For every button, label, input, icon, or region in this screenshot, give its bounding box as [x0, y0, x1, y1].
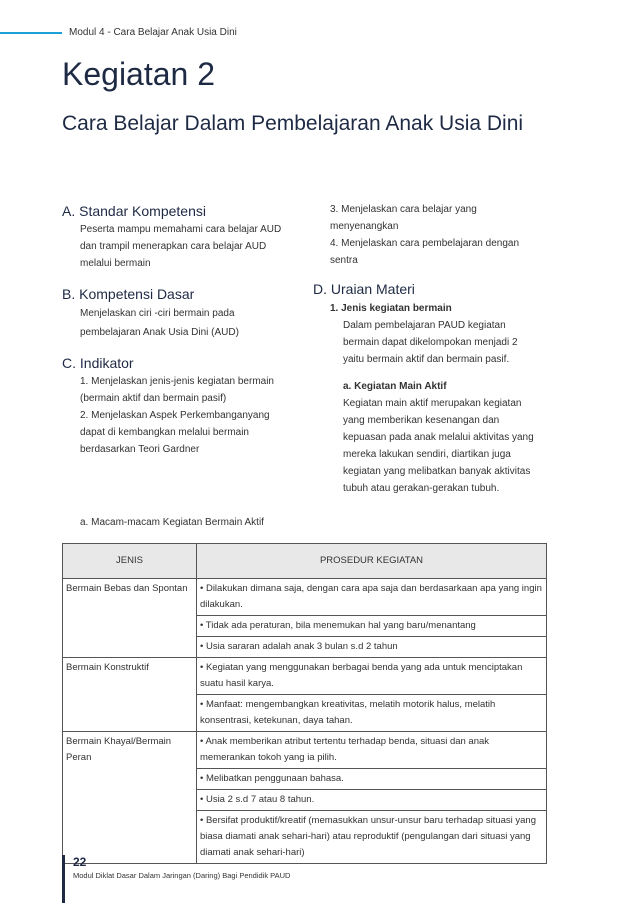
section-c-heading: C. Indikator: [62, 355, 134, 371]
text-line: melalui bermain: [80, 258, 151, 269]
table-row: [63, 579, 547, 616]
text-line: bermain dapat dikelompokan menjadi 2: [343, 337, 518, 348]
text-line: tubuh atau gerakan-gerakan tubuh.: [343, 483, 500, 494]
text-line: (bermain aktif dan bermain pasif): [80, 393, 227, 404]
item-1-body: [343, 317, 518, 368]
text-line: berdasarkan Teori Gardner: [80, 444, 200, 455]
jenis-cell: Bermain Khayal/Bermain Peran: [63, 732, 197, 864]
section-b-body: [80, 304, 239, 342]
procedure-cell: • Melibatkan penggunaan bahasa.: [197, 769, 547, 790]
page-title: Kegiatan 2: [62, 56, 216, 92]
text-line: yang memberikan kesenangan dan: [343, 415, 500, 426]
procedure-cell: • Usia 2 s.d 7 atau 8 tahun.: [197, 790, 547, 811]
text-line: Peserta mampu memahami cara belajar AUD: [80, 224, 282, 235]
text-line: pembelajaran Anak Usia Dini (AUD): [80, 327, 239, 338]
jenis-cell: Bermain Bebas dan Spontan: [63, 579, 197, 658]
text-line: 1. Menjelaskan jenis-jenis kegiatan bermain: [80, 376, 274, 387]
page-number: 22: [73, 855, 87, 869]
procedure-cell: • Manfaat: mengembangkan kreativitas, melatih motorik halus, melatih konsentrasi, ketekunan, daya tahan.: [197, 695, 547, 732]
text-line: 2. Menjelaskan Aspek Perkembanganyang: [80, 410, 270, 421]
indicator-continued: [330, 201, 519, 269]
text-line: kegiatan yang melibatkan banyak aktivitas: [343, 466, 531, 477]
text-line: yaitu bermain aktif dan bermain pasif.: [343, 354, 510, 365]
text-line: 3. Menjelaskan cara belajar yang: [330, 204, 477, 215]
table-row: [63, 732, 547, 769]
text-line: Menjelaskan ciri -ciri bermain pada: [80, 308, 235, 319]
section-c-body: [80, 373, 274, 458]
text-line: Kegiatan main aktif merupakan kegiatan: [343, 398, 522, 409]
activity-table: [62, 543, 547, 864]
table-row: [63, 658, 547, 695]
jenis-cell: Bermain Konstruktif: [63, 658, 197, 732]
column-header-jenis: JENIS: [63, 544, 197, 579]
text-line: sentra: [330, 255, 358, 266]
text-line: menyenangkan: [330, 221, 399, 232]
section-a-body: [80, 221, 281, 272]
text-line: dapat di kembangkan melalui bermain: [80, 427, 249, 438]
item-1-title: 1. Jenis kegiatan bermain: [330, 303, 452, 314]
sub-a-title: a. Kegiatan Main Aktif: [343, 381, 447, 392]
section-d-heading: D. Uraian Materi: [313, 281, 415, 297]
sub-a-body: [343, 395, 534, 497]
footer-accent-bar: [62, 855, 65, 903]
text-line: dan trampil menerapkan cara belajar AUD: [80, 241, 267, 252]
procedure-cell: • Kegiatan yang menggunakan berbagai benda yang ada untuk menciptakan suatu hasil karya.: [197, 658, 547, 695]
table-header-row: [63, 544, 547, 579]
header-accent-line: [0, 32, 62, 34]
text-line: kepuasan pada anak melalui aktivitas yang: [343, 432, 534, 443]
procedure-cell: • Usia sararan adalah anak 3 bulan s.d 2 tahun: [197, 637, 547, 658]
text-line: Dalam pembelajaran PAUD kegiatan: [343, 320, 506, 331]
procedure-cell: • Anak memberikan atribut tertentu terhadap benda, situasi dan anak memerankan tokoh yang ia pilih.: [197, 732, 547, 769]
section-a-heading: A. Standar Kompetensi: [62, 203, 206, 219]
procedure-cell: • Tidak ada peraturan, bila menemukan hal yang baru/menantang: [197, 616, 547, 637]
module-title: Modul 4 - Cara Belajar Anak Usia Dini: [69, 27, 237, 38]
procedure-cell: • Bersifat produktif/kreatif (memasukkan unsur-unsur baru terhadap situasi yang biasa diamati anak sehari-hari) atau reproduktif (pengulangan dari situasi yang diamati anak sehari-hari): [197, 811, 547, 864]
table-caption: a. Macam-macam Kegiatan Bermain Aktif: [80, 517, 264, 528]
text-line: mereka lakukan sendiri, diartikan juga: [343, 449, 511, 460]
section-b-heading: B. Kompetensi Dasar: [62, 286, 195, 302]
footer-text: Modul Diklat Dasar Dalam Jaringan (Daring) Bagi Pendidik PAUD: [73, 871, 291, 880]
procedure-cell: • Dilakukan dimana saja, dengan cara apa saja dan berdasarkaan apa yang ingin dilakukan.: [197, 579, 547, 616]
text-line: 4. Menjelaskan cara pembelajaran dengan: [330, 238, 520, 249]
page-subtitle: Cara Belajar Dalam Pembelajaran Anak Usia Dini: [62, 112, 524, 135]
column-header-prosedur: PROSEDUR KEGIATAN: [197, 544, 547, 579]
